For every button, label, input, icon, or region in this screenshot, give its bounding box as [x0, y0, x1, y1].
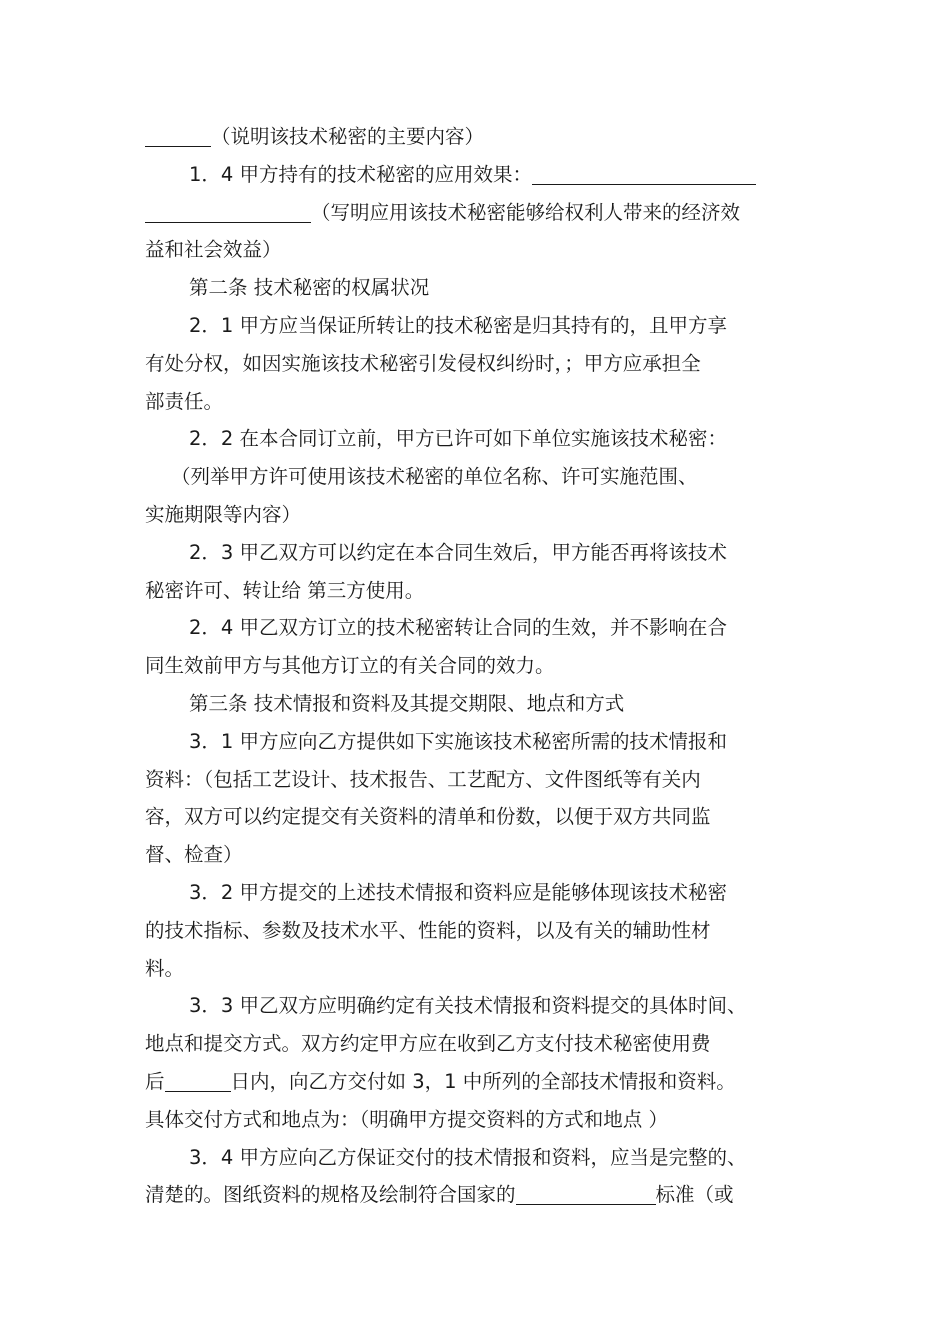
paragraph-line — [145, 118, 825, 156]
paragraph-line — [145, 307, 825, 345]
paragraph-line — [145, 345, 825, 383]
paragraph-line — [145, 1139, 825, 1177]
line-text: 地点和提交方式。双方约定甲方应在收到乙方支付技术秘密使用费 — [145, 1032, 711, 1056]
line-text: 督、检查） — [145, 843, 243, 867]
line-text: 实施期限等内容） — [145, 502, 302, 526]
line-text: 1．4 甲方持有的技术秘密的应用效果： — [189, 162, 533, 186]
paragraph-line — [145, 1063, 825, 1101]
paragraph-line — [145, 269, 825, 307]
line-text: 3．2 甲方提交的上述技术情报和资料应是能够体现该技术秘密 — [189, 880, 728, 904]
paragraph-line — [145, 761, 825, 799]
paragraph-line — [145, 798, 825, 836]
line-text: 第二条 技术秘密的权属状况 — [189, 276, 430, 300]
paragraph-line — [145, 458, 825, 496]
line-text: 3．3 甲乙双方应明确约定有关技术情报和资料提交的具体时间、 — [189, 994, 747, 1018]
paragraph-line — [145, 383, 825, 421]
paragraph-line — [145, 609, 825, 647]
document-body — [145, 118, 825, 1214]
line-text: 2．2 在本合同订立前，甲方已许可如下单位实施该技术秘密： — [189, 427, 728, 451]
line-text: 料。 — [145, 956, 185, 980]
paragraph-line — [145, 723, 825, 761]
line-text: 具体交付方式和地点为：（明确甲方提交资料的方式和地点 ） — [145, 1107, 668, 1131]
paragraph-line — [145, 836, 825, 874]
paragraph-line — [145, 1176, 825, 1214]
line-text: 3．4 甲方应向乙方保证交付的技术情报和资料，应当是完整的、 — [189, 1145, 747, 1169]
paragraph-line — [145, 912, 825, 950]
paragraph-line — [145, 647, 825, 685]
line-text: 2．1 甲方应当保证所转让的技术秘密是归其持有的，且甲方享 — [189, 313, 728, 337]
paragraph-line — [145, 496, 825, 534]
paragraph-line — [145, 156, 825, 194]
paragraph-line — [145, 685, 825, 723]
line-text-after-blank: （写明应用该技术秘密能够给权利人带来的经济效 — [311, 200, 741, 224]
line-text: （列举甲方许可使用该技术秘密的单位名称、许可实施范围、 — [171, 465, 698, 489]
line-text: 秘密许可、转让给 第三方使用。 — [145, 578, 425, 602]
line-text: 清楚的。图纸资料的规格及绘制符合国家的 — [145, 1183, 516, 1207]
line-text: 3．1 甲方应向乙方提供如下实施该技术秘密所需的技术情报和 — [189, 729, 728, 753]
paragraph-line — [145, 420, 825, 458]
paragraph-line — [145, 950, 825, 988]
line-text: 第三条 技术情报和资料及其提交期限、地点和方式 — [189, 691, 625, 715]
line-text: 益和社会效益） — [145, 238, 282, 262]
paragraph-line — [145, 987, 825, 1025]
fill-in-blank[interactable] — [532, 162, 756, 185]
line-text: 容，双方可以约定提交有关资料的清单和份数，以便于双方共同监 — [145, 805, 711, 829]
paragraph-line — [145, 534, 825, 572]
fill-in-blank[interactable] — [165, 1069, 231, 1092]
line-text-after-blank: 日内，向乙方交付如 3，1 中所列的全部技术情报和资料。 — [230, 1069, 736, 1093]
line-text-after-blank: 标准（或 — [655, 1183, 734, 1207]
line-text-after-blank: （说明该技术秘密的主要内容） — [211, 125, 485, 148]
paragraph-line — [145, 231, 825, 269]
line-text: 资料：（包括工艺设计、技术报告、工艺配方、文件图纸等有关内 — [145, 767, 701, 791]
paragraph-line — [145, 1025, 825, 1063]
fill-in-blank[interactable] — [145, 200, 311, 223]
line-text: 2．4 甲乙双方订立的技术秘密转让合同的生效，并不影响在合 — [189, 616, 728, 640]
line-text: 的技术指标、参数及技术水平、性能的资料，以及有关的辅助性材 — [145, 918, 711, 942]
line-text: 同生效前甲方与其他方订立的有关合同的效力。 — [145, 654, 555, 678]
paragraph-line — [145, 1101, 825, 1139]
line-text: 部责任。 — [145, 389, 224, 413]
paragraph-line — [145, 194, 825, 232]
line-text: 后 — [145, 1069, 165, 1093]
line-text: 2．3 甲乙双方可以约定在本合同生效后，甲方能否再将该技术 — [189, 540, 728, 564]
fill-in-blank[interactable] — [145, 124, 211, 147]
paragraph-line — [145, 572, 825, 610]
fill-in-blank[interactable] — [516, 1182, 656, 1205]
line-text: 有处分权，如因实施该技术秘密引发侵权纠纷时，；甲方应承担全 — [145, 351, 701, 375]
paragraph-line — [145, 874, 825, 912]
